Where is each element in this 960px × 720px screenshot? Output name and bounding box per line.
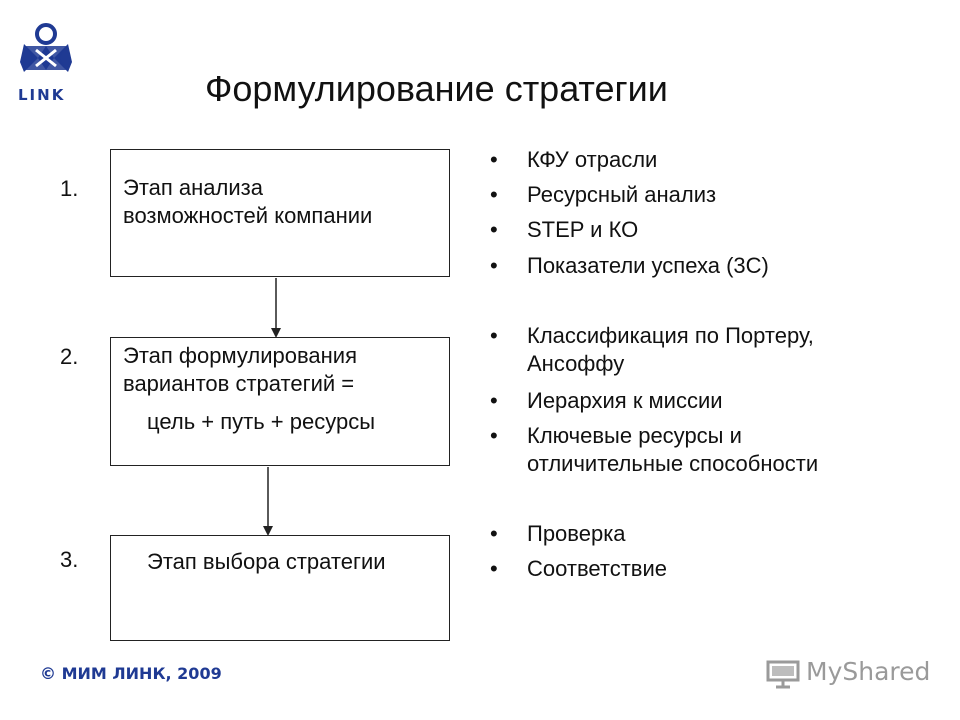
- step-3-number: 3.: [60, 547, 79, 572]
- bullet-text: STEP и КО: [527, 217, 639, 242]
- bullet-dot: •: [490, 521, 498, 546]
- bullet-text: Иерархия к миссии: [527, 388, 723, 413]
- link-logo-icon: [16, 22, 76, 92]
- bullet-text: Классификация по Портеру,: [527, 323, 814, 348]
- logo-text: LINK: [18, 86, 66, 104]
- step-2-line-1: Этап формулирования: [123, 343, 357, 368]
- step-1-number: 1.: [60, 176, 79, 201]
- bullet-dot: •: [490, 388, 498, 413]
- bullet-text: Ключевые ресурсы и: [527, 423, 742, 448]
- bullet-text: Ансоффу: [527, 351, 625, 376]
- step-3-line-1: Этап выбора стратегии: [147, 549, 386, 574]
- step-2-line-3: цель + путь + ресурсы: [147, 409, 376, 434]
- copyright-text: © МИМ ЛИНК, 2009: [40, 664, 222, 683]
- bullet-dot: •: [490, 323, 498, 348]
- step-2-line-2: вариантов стратегий =: [123, 371, 355, 396]
- step-1-box: [110, 149, 450, 277]
- bullet-dot: •: [490, 253, 498, 278]
- step-2-box: [110, 337, 450, 466]
- step-3-box: [110, 535, 450, 641]
- bullet-text: Проверка: [527, 521, 626, 546]
- bullet-text: Соответствие: [527, 556, 668, 581]
- step-1-line-2: возможностей компании: [123, 203, 373, 228]
- slide-title: Формулирование стратегии: [205, 68, 668, 109]
- bullet-text: КФУ отрасли: [527, 147, 658, 172]
- presentation-icon: [766, 659, 802, 689]
- bullet-dot: •: [490, 182, 498, 207]
- bullet-dot: •: [490, 217, 498, 242]
- step-2-number: 2.: [60, 344, 79, 369]
- bullet-text: Показатели успеха (3С): [527, 253, 769, 278]
- watermark-text: MyShared: [806, 657, 931, 686]
- bullet-text: отличительные способности: [527, 451, 819, 476]
- bullet-dot: •: [490, 423, 498, 448]
- bullet-dot: •: [490, 147, 498, 172]
- step-1-line-1: Этап анализа: [123, 175, 263, 200]
- bullet-text: Ресурсный анализ: [527, 182, 717, 207]
- bullet-dot: •: [490, 556, 498, 581]
